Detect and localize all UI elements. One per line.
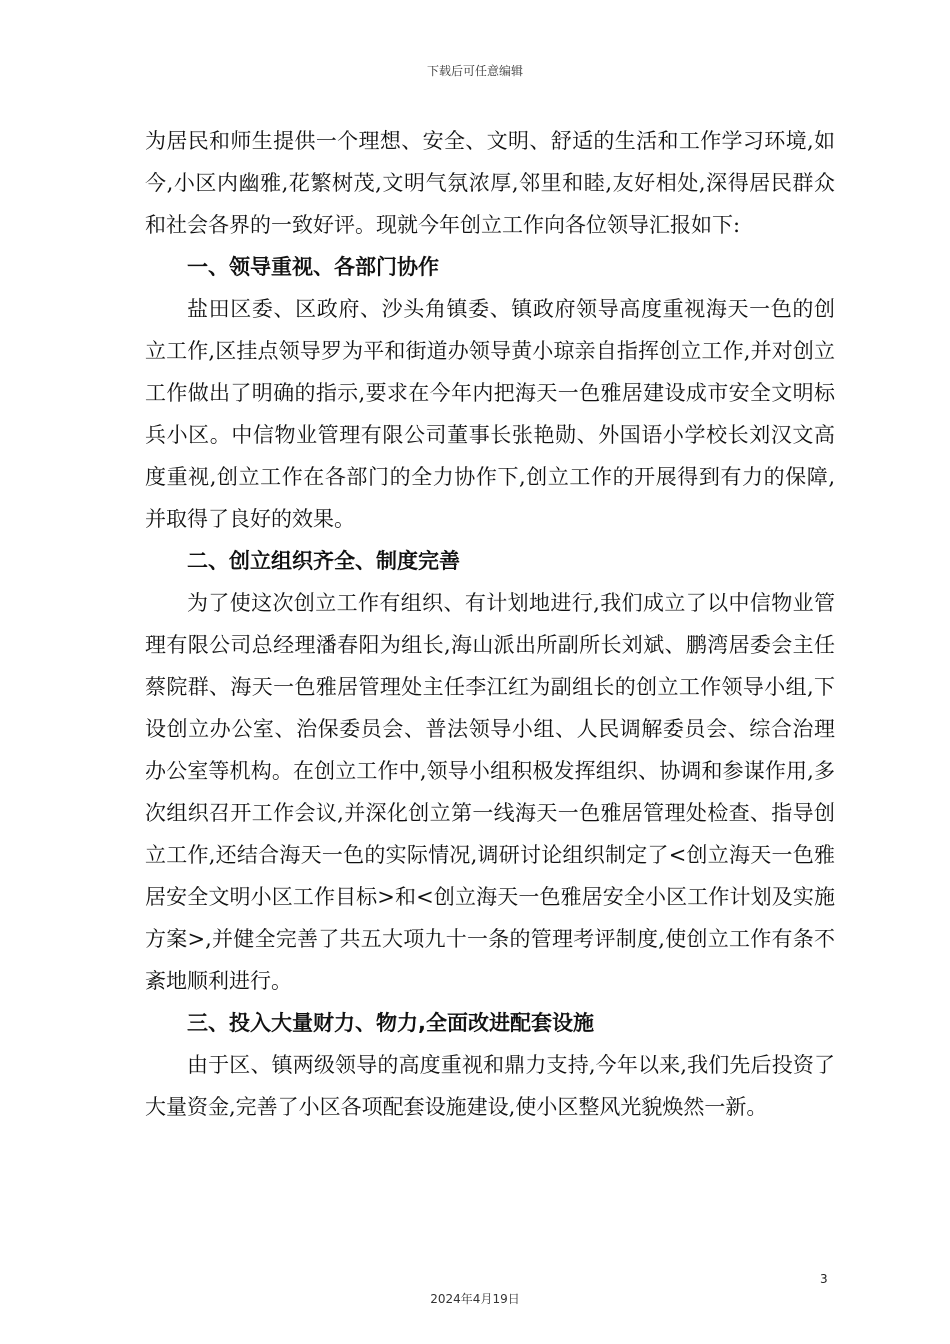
section-heading-1: 一、领导重视、各部门协作 [187, 255, 439, 279]
intro-paragraph: 为居民和师生提供一个理想、安全、文明、舒适的生活和工作学习环境,如今,小区内幽雅,花繁树茂,文明气氛浓厚,邻里和睦,友好相处,深得居民群众和社会各界的一致好评。现就今年创立工作向各位领导汇报如下: [145, 129, 835, 237]
page-header: 下载后可任意编辑 [426, 64, 523, 78]
page-footer-date: 2024年4月19日 [430, 1292, 520, 1306]
section-paragraph-3: 由于区、镇两级领导的高度重视和鼎力支持,今年以来,我们先后投资了大量资金,完善了小区各项配套设施建设,使小区整风光貌焕然一新。 [145, 1053, 835, 1119]
section-heading-3: 三、投入大量财力、物力,全面改进配套设施 [187, 1011, 594, 1035]
section-heading-2: 二、创立组织齐全、制度完善 [187, 549, 460, 573]
document-body [145, 120, 835, 1128]
section-paragraph-1: 盐田区委、区政府、沙头角镇委、镇政府领导高度重视海天一色的创立工作,区挂点领导罗为平和街道办领导黄小琼亲自指挥创立工作,并对创立工作做出了明确的指示,要求在今年内把海天一色雅居建设成市安全文明标兵小区。中信物业管理有限公司董事长张艳勋、外国语小学校长刘汉文高度重视,创立工作在各部门的全力协作下,创立工作的开展得到有力的保障,并取得了良好的效果。 [145, 297, 835, 531]
section-paragraph-2: 为了使这次创立工作有组织、有计划地进行,我们成立了以中信物业管理有限公司总经理潘春阳为组长,海山派出所副所长刘斌、鹏湾居委会主任蔡院群、海天一色雅居管理处主任李江红为副组长的创立工作领导小组,下设创立办公室、治保委员会、普法领导小组、人民调解委员会、综合治理办公室等机构。在创立工作中,领导小组积极发挥组织、协调和参谋作用,多次组织召开工作会议,并深化创立第一线海天一色雅居管理处检查、指导创立工作,还结合海天一色的实际情况,调研讨论组织制定了<创立海天一色雅居安全文明小区工作目标>和<创立海天一色雅居安全小区工作计划及实施方案>,并健全完善了共五大项九十一条的管理考评制度,使创立工作有条不紊地顺利进行。 [145, 591, 835, 993]
page-number: 3 [820, 1272, 828, 1286]
